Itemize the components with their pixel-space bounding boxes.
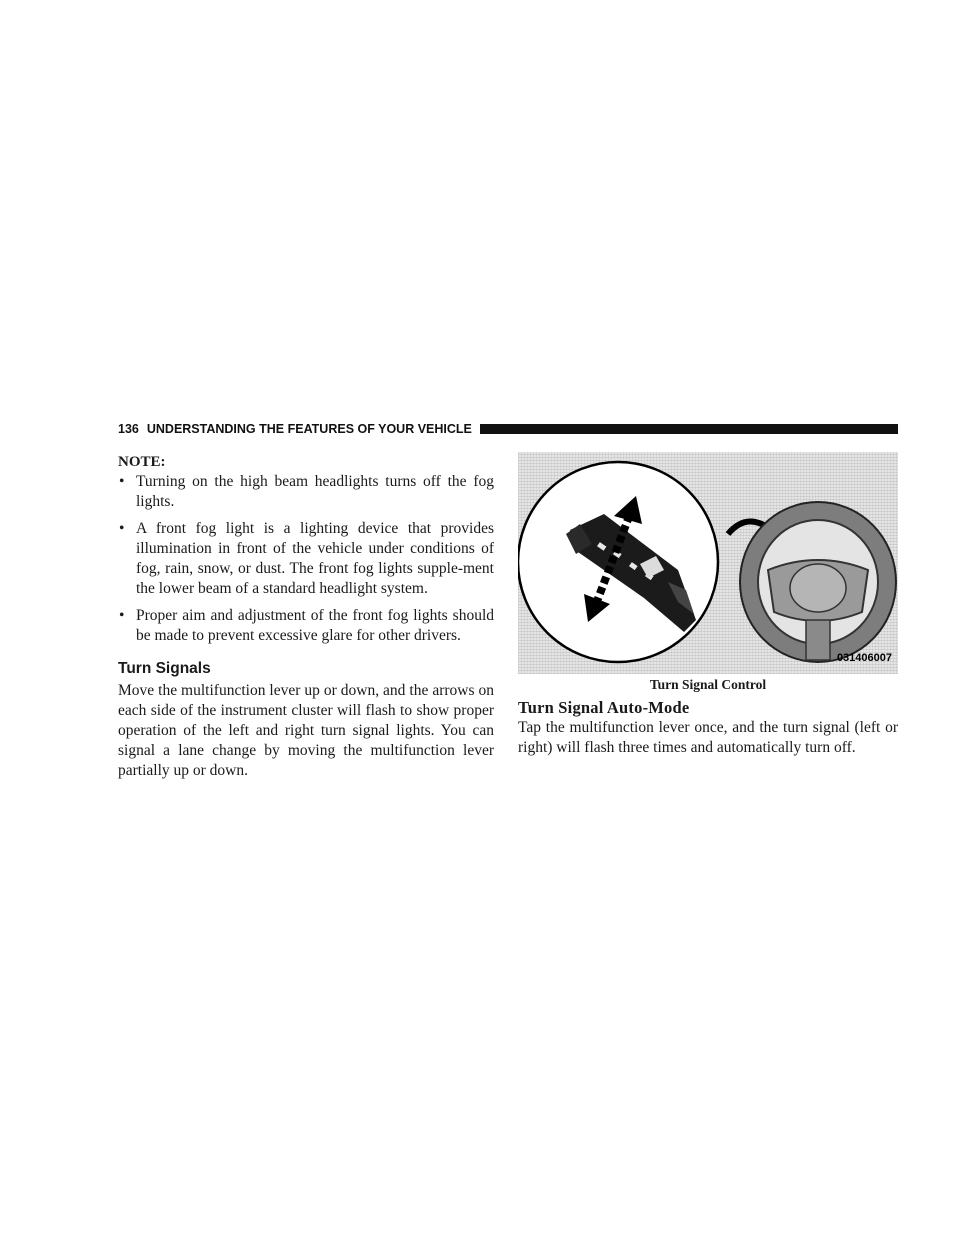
note-bullet-item: [118, 606, 494, 646]
auto-mode-heading: Turn Signal Auto-Mode: [518, 698, 690, 717]
bullet-icon: •: [119, 473, 125, 490]
turn-signals-paragraph: Move the multifunction lever up or down, and the arrows on each side of the instrument cluster will flash to show proper operation of the left and right turn signal lights. You can signal a lane change by moving the multifunction lever partially up or down.: [118, 682, 494, 779]
header-rule: [480, 424, 898, 434]
figure-caption: Turn Signal Control: [649, 677, 767, 692]
turn-signal-figure: [518, 452, 898, 674]
note-bullet-text: Turning on the high beam headlights turns off the fog lights.: [136, 473, 494, 510]
running-header: [118, 420, 898, 438]
figure-code: 031406007: [836, 652, 892, 664]
section-title: UNDERSTANDING THE FEATURES OF YOUR VEHICLE: [146, 422, 472, 436]
steering-wheel-icon: [740, 502, 896, 662]
note-bullet-item: [118, 472, 494, 512]
bullet-icon: •: [119, 520, 125, 537]
page-number: 136: [118, 422, 139, 436]
note-bullet-item: [118, 519, 494, 599]
note-bullet-text: Proper aim and adjustment of the front fog lights should be made to prevent excessive glare for other drivers.: [136, 607, 494, 644]
left-column: [118, 452, 494, 781]
note-label: NOTE:: [118, 454, 166, 470]
note-bullet-text: A front fog light is a lighting device that provides illumination in front of the vehicle under conditions of fog, rain, snow, or dust. The front fog lights supple-ment the lower beam of a standard headlight system.: [136, 520, 494, 597]
note-bullet-list: [118, 472, 494, 646]
auto-mode-paragraph: Tap the multifunction lever once, and the turn signal (left or right) will flash three times and automatically turn off.: [518, 719, 898, 756]
bullet-icon: •: [119, 607, 125, 624]
turn-signal-illustration: [518, 452, 898, 674]
right-column: [518, 452, 898, 758]
turn-signals-heading: Turn Signals: [118, 660, 211, 677]
